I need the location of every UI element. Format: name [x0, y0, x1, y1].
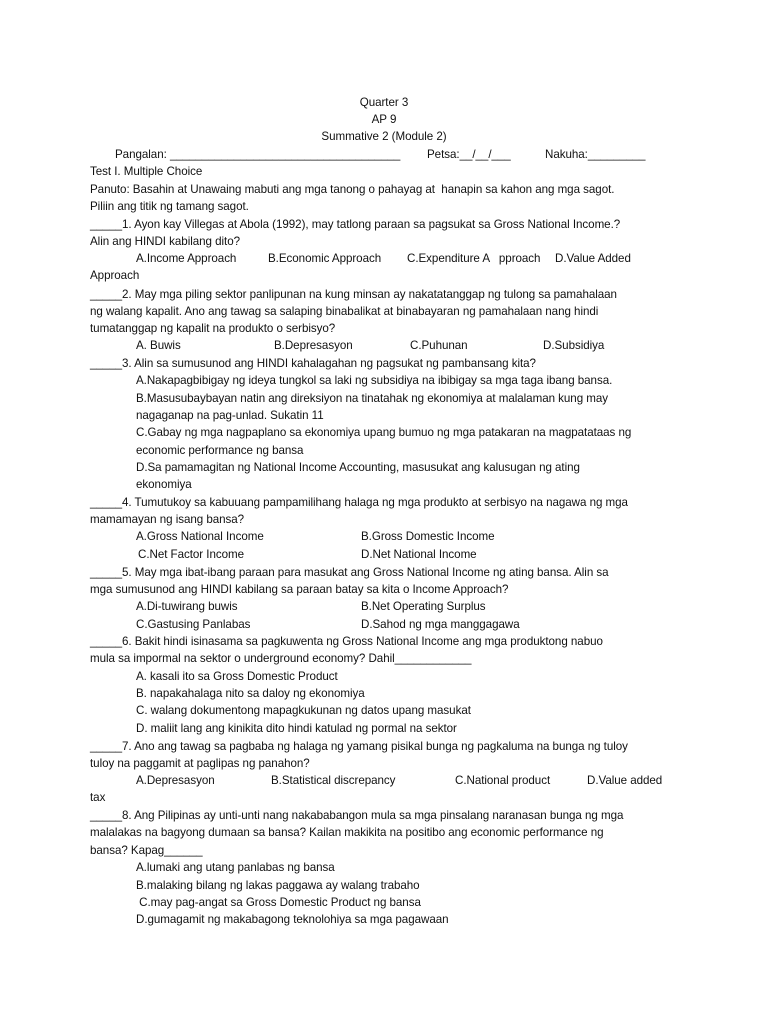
- question-stem: _____1. Ayon kay Villegas at Abola (1992), may tatlong paraan sa pagsukat sa Gross National Income.?: [90, 218, 621, 231]
- choice-d: D.Value added: [587, 774, 663, 787]
- question-stem: bansa? Kapag______: [90, 844, 203, 857]
- question-stem: _____8. Ang Pilipinas ay unti-unti nang nakababangon mula sa mga pinsalang naranasan bunga ng mga: [90, 809, 624, 822]
- choice-c: C.Expenditure A pproach: [407, 252, 541, 265]
- choice-a: A.Di-tuwirang buwis: [136, 600, 238, 613]
- choice-d: D.Sahod ng mga manggagawa: [361, 618, 520, 631]
- choice-line: A.Nakapagbibigay ng ideya tungkol sa laki ng subsidiya na ibibigay sa mga taga ibang bansa.: [136, 374, 613, 387]
- question-stem: _____7. Ano ang tawag sa pagbaba ng halaga ng yamang pisikal bunga ng pagkaluma na bunga ng tuloy: [90, 740, 628, 753]
- choice-c: C.Gastusing Panlabas: [136, 618, 251, 631]
- choice-c: C.Puhunan: [410, 339, 468, 352]
- question-stem: ng walang kapalit. Ano ang tawag sa salaping binabalikat at binabayaran ng pamahalaan nang hindi: [90, 305, 599, 318]
- choice-a: A. Buwis: [136, 339, 181, 352]
- question-stem: Alin ang HINDI kabilang dito?: [90, 235, 240, 248]
- question-stem: malalakas na bagyong dumaan sa bansa? Kailan makikita na positibo ang economic performance ng: [90, 826, 604, 839]
- choice-b: B.Economic Approach: [268, 252, 382, 265]
- question-stem: _____4. Tumutukoy sa kabuuang pampamilihang halaga ng mga produkto at serbisyo na nagawa ng mga: [90, 496, 628, 509]
- choice-c: C.National product: [455, 774, 551, 787]
- quarter-heading: Quarter 3: [359, 96, 409, 109]
- choice-d: D.Subsidiya: [543, 339, 605, 352]
- choice-line: C.may pag-angat sa Gross Domestic Product ng bansa: [136, 896, 421, 909]
- question-stem: _____6. Bakit hindi isinasama sa pagkuwenta ng Gross National Income ang mga produktong nabuo: [90, 635, 603, 648]
- score-field-label: Nakuha:_________: [545, 148, 646, 161]
- page-title: Summative 2 (Module 2): [321, 130, 447, 143]
- choice-d-wrap: tax: [90, 791, 106, 804]
- question-stem: mamamayan ng isang bansa?: [90, 513, 245, 526]
- choice-line: ekonomiya: [136, 478, 192, 491]
- date-field-label: Petsa:__/__/___: [427, 148, 511, 161]
- choice-b: B.Statistical discrepancy: [271, 774, 396, 787]
- question-stem: _____3. Alin sa sumusunod ang HINDI kahalagahan ng pagsukat ng pambansang kita?: [90, 357, 536, 370]
- choice-line: nagaganap na pag-unlad. Sukatin 11: [136, 409, 324, 422]
- instructions-line: Piliin ang titik ng tamang sagot.: [90, 200, 249, 213]
- choice-d: D.Net National Income: [361, 548, 477, 561]
- choice-a: A.Gross National Income: [136, 530, 264, 543]
- subject-heading: AP 9: [371, 113, 397, 126]
- choice-c: C.Net Factor Income: [138, 548, 245, 561]
- name-field-label: Pangalan: ____________________________________: [115, 148, 401, 161]
- choice-line: economic performance ng bansa: [136, 444, 304, 457]
- question-stem: _____2. May mga piling sektor panlipunan na kung minsan ay nakatatanggap ng tulong sa pamahalaan: [90, 288, 617, 301]
- question-stem: mga sumusunod ang HINDI kabilang sa paraan batay sa kita o Income Approach?: [90, 583, 509, 596]
- test-title: Test I. Multiple Choice: [90, 165, 203, 178]
- choice-line: C.Gabay ng mga nagpaplano sa ekonomiya upang bumuo ng mga patakaran na magpatataas ng: [136, 426, 632, 439]
- choice-b: B.Net Operating Surplus: [361, 600, 486, 613]
- choice-line: A. kasali ito sa Gross Domestic Product: [136, 670, 338, 683]
- choice-line: D. maliit lang ang kinikita dito hindi katulad ng pormal na sektor: [136, 722, 457, 735]
- choice-line: A.lumaki ang utang panlabas ng bansa: [136, 861, 335, 874]
- instructions-line: Panuto: Basahin at Unawaing mabuti ang mga tanong o pahayag at hanapin sa kahon ang mga sagot.: [90, 183, 615, 196]
- choice-d: D.Value Added: [555, 252, 631, 265]
- choice-line: B.malaking bilang ng lakas paggawa ay walang trabaho: [136, 879, 420, 892]
- choice-a: A.Depresasyon: [136, 774, 215, 787]
- question-stem: tuloy na paggamit at paglipas ng panahon?: [90, 757, 310, 770]
- choice-b: B.Depresasyon: [274, 339, 353, 352]
- choice-d-wrap: Approach: [90, 269, 140, 282]
- question-stem: mula sa impormal na sektor o underground economy? Dahil____________: [90, 652, 472, 665]
- question-stem: tumatanggap ng kapalit na produkto o serbisyo?: [90, 322, 336, 335]
- question-stem: _____5. May mga ibat-ibang paraan para masukat ang Gross National Income ng ating bansa. Alin sa: [90, 566, 609, 579]
- choice-line: D.Sa pamamagitan ng National Income Accounting, masusukat ang kalusugan ng ating: [136, 461, 580, 474]
- choice-line: B.Masusubaybayan natin ang direksiyon na tinatahak ng ekonomiya at malalaman kung may: [136, 392, 609, 405]
- choice-a: A.Income Approach: [136, 252, 237, 265]
- choice-line: B. napakahalaga nito sa daloy ng ekonomiya: [136, 687, 365, 700]
- choice-b: B.Gross Domestic Income: [361, 530, 495, 543]
- choice-line: C. walang dokumentong mapagkukunan ng datos upang masukat: [136, 704, 471, 717]
- choice-line: D.gumagamit ng makabagong teknolohiya sa mga pagawaan: [136, 913, 449, 926]
